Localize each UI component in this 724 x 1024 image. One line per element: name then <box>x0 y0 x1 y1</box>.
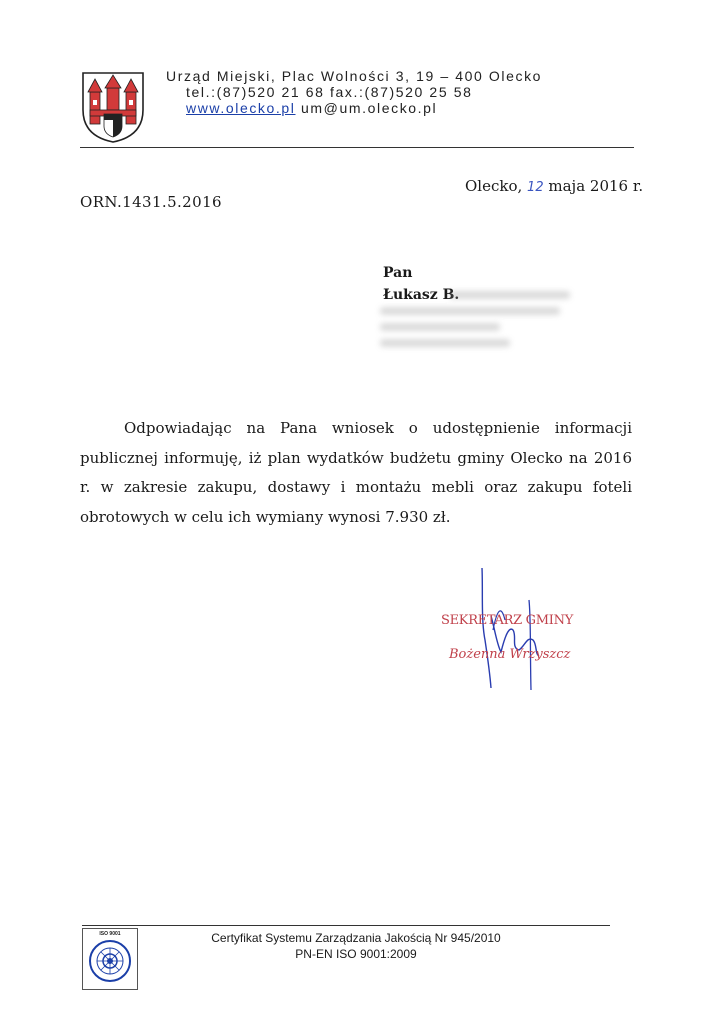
certificate-standard: PN-EN ISO 9001:2009 <box>295 947 417 961</box>
iso-certificate-badge <box>82 928 138 990</box>
date-day-handwritten: 12 <box>527 180 544 195</box>
recipient-name: Łukasz B. <box>383 287 460 303</box>
footer-divider <box>82 925 610 926</box>
certificate-line: Certyfikat Systemu Zarządzania Jakością Nr 945/2010 <box>211 931 501 945</box>
office-phone-fax: tel.:(87)520 21 68 fax.:(87)520 25 58 <box>186 84 473 100</box>
recipient-salutation: Pan <box>383 265 413 281</box>
letter-date <box>465 177 643 195</box>
header-divider <box>80 147 634 148</box>
stamp-title: SEKRETARZ GMINY <box>441 613 573 628</box>
office-header <box>166 68 542 116</box>
quality-certificate-text <box>150 930 562 962</box>
date-place: Olecko, <box>465 177 523 195</box>
handwritten-signature-icon <box>435 560 595 700</box>
certification-seal-icon <box>88 939 132 983</box>
letter-body: Odpowiadając na Pana wniosek o udostępnienie informacji publicznej informuję, iż plan wydatków budżetu gminy Olecko na 2016 r. w zakresie zakupu, dostawy i montażu mebli oraz zakupu foteli obrotowych w celu ich wymiany wynosi 7.930 zł. <box>80 419 632 526</box>
email-address: um@um.olecko.pl <box>301 100 438 116</box>
date-rest: maja 2016 r. <box>548 177 644 195</box>
website-link[interactable]: www.olecko.pl <box>186 100 296 116</box>
coat-of-arms-icon <box>80 70 146 144</box>
office-address: Urząd Miejski, Plac Wolności 3, 19 – 400 Olecko <box>166 68 543 84</box>
reference-number: ORN.1431.5.2016 <box>80 193 222 211</box>
iso-label: ISO 9001 <box>99 931 121 937</box>
stamp-name: Bożenna Wrzyszcz <box>449 647 571 662</box>
redacted-address <box>380 284 570 356</box>
